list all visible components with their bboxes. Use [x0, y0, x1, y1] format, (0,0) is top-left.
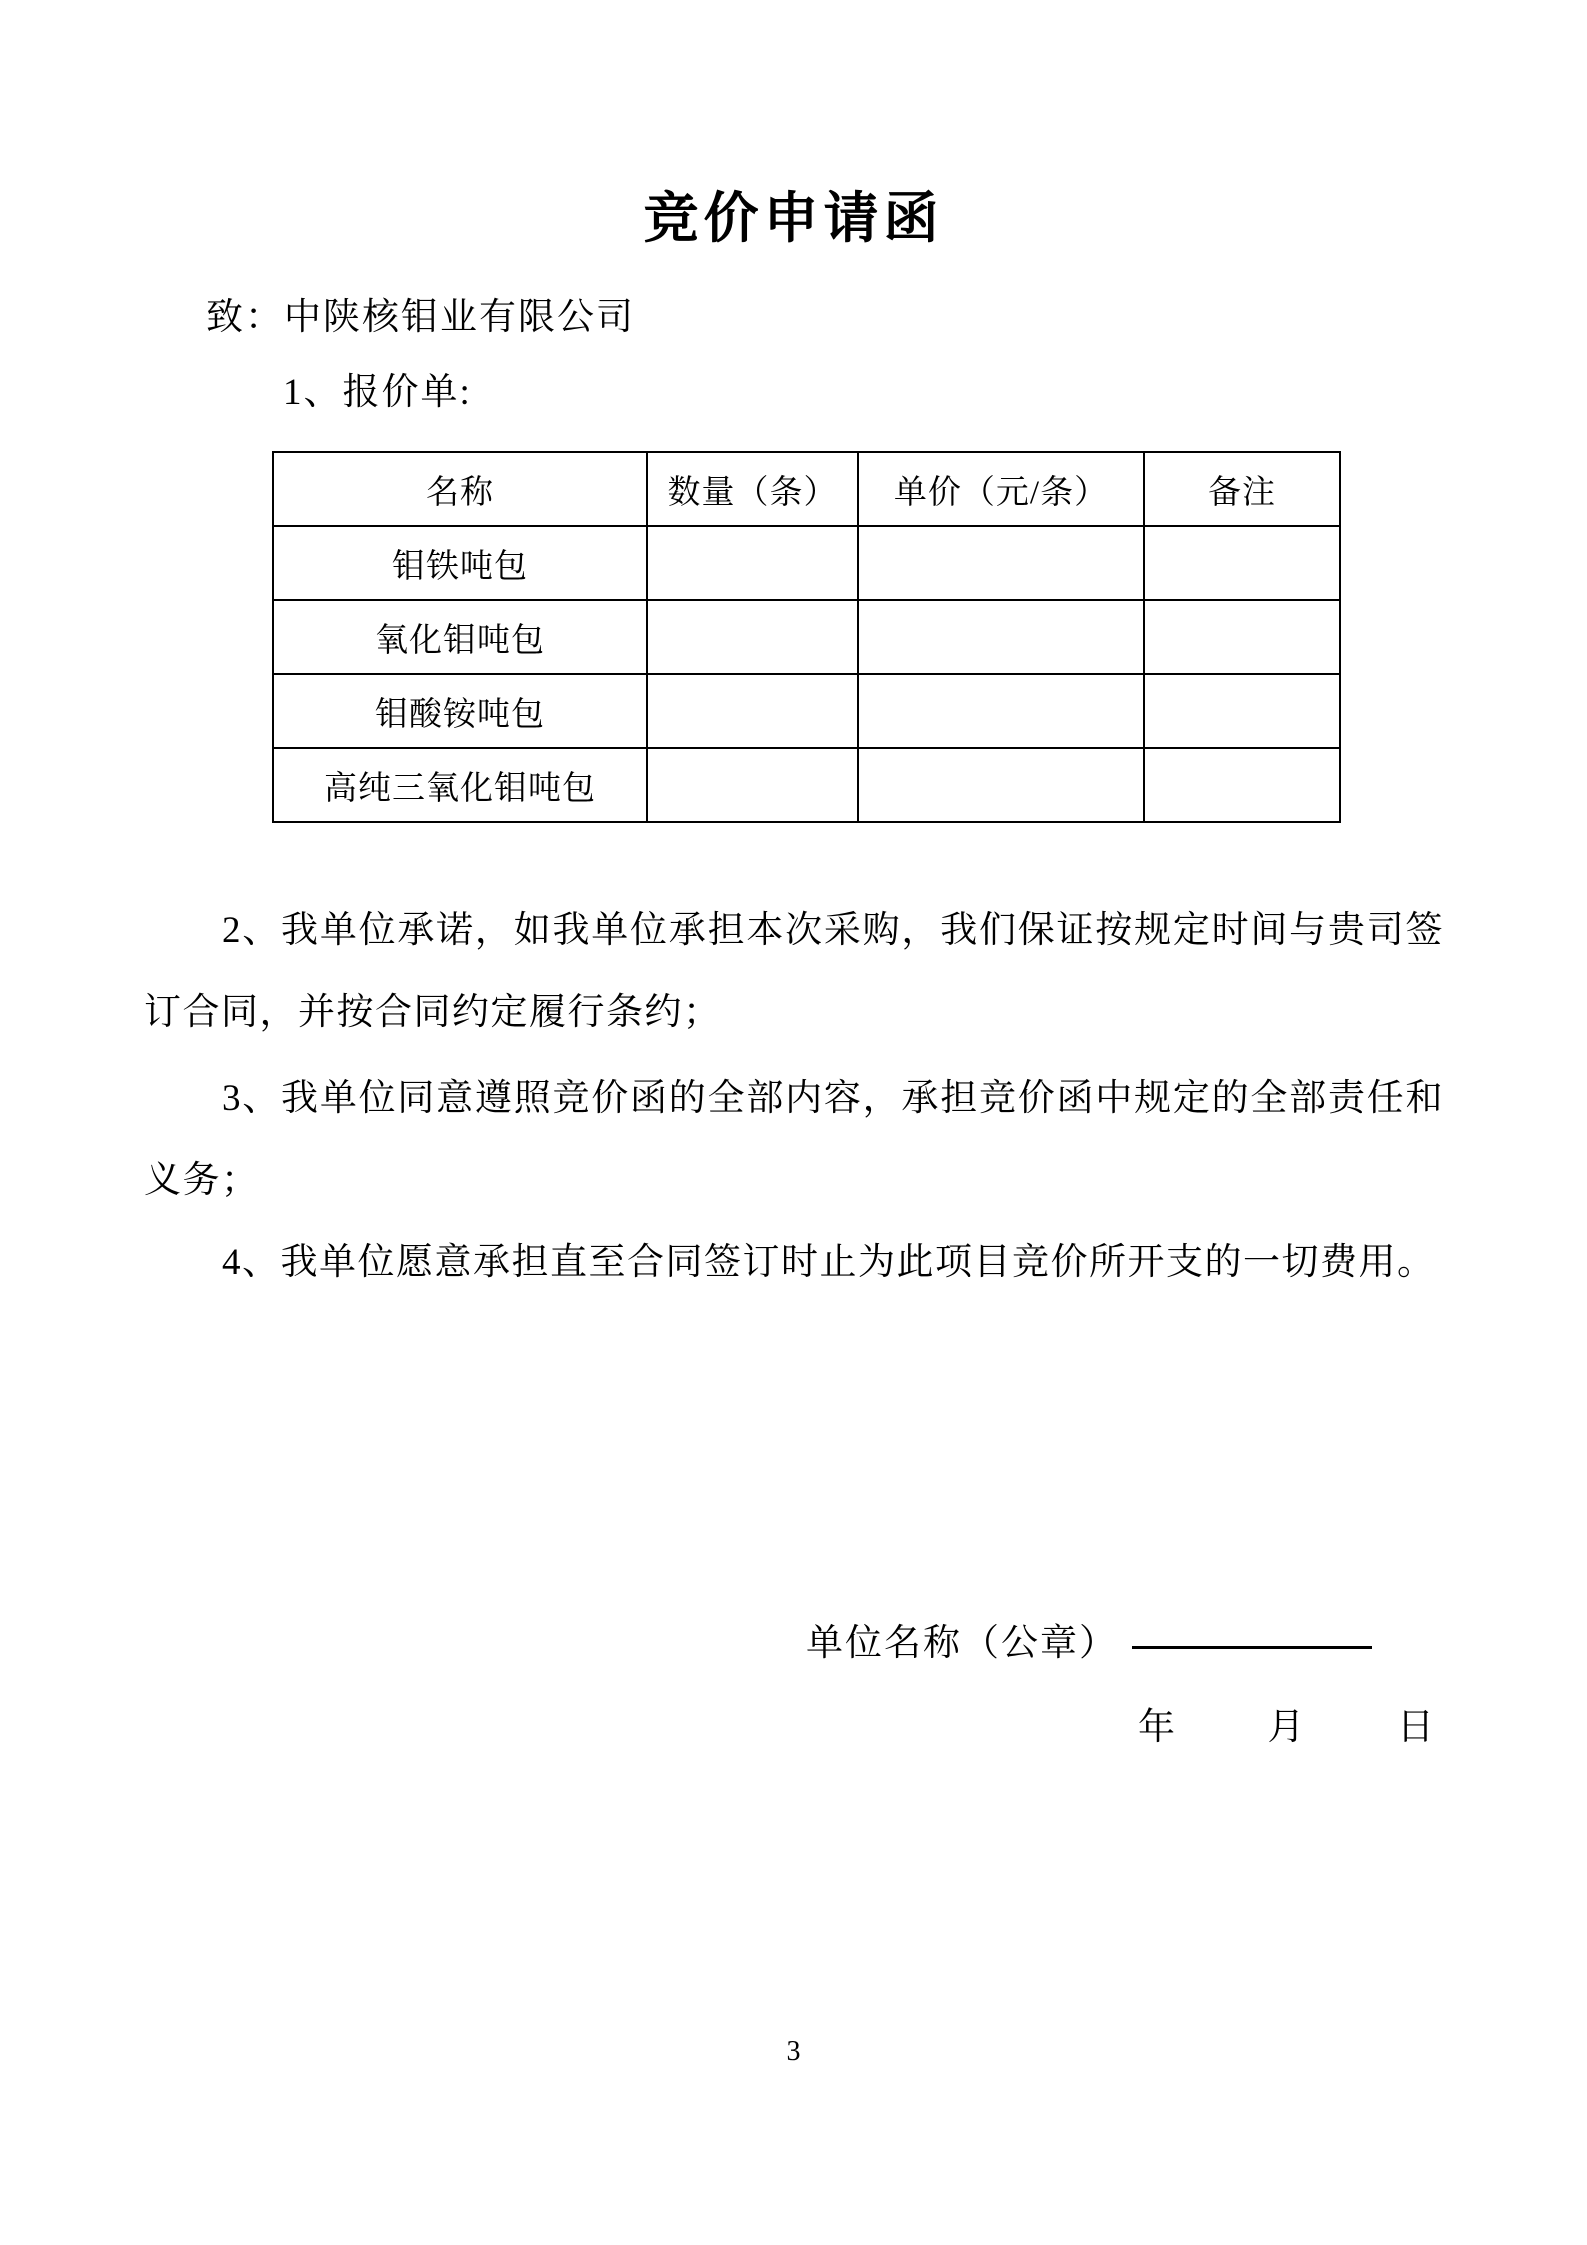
signature-block: [806, 1612, 1372, 1666]
page-title: 竞价申请函: [643, 188, 944, 249]
cell-unit-price[interactable]: [858, 674, 1144, 748]
cell-remark[interactable]: [1144, 674, 1340, 748]
table-row: [273, 600, 1340, 674]
quote-table: [272, 451, 1341, 823]
month-label: 月: [1267, 1707, 1305, 1748]
recipient-line: 致：中陕核钼业有限公司: [206, 297, 635, 338]
column-header-name: 名称: [273, 452, 647, 526]
cell-name: 高纯三氧化钼吨包: [273, 748, 647, 822]
year-label: 年: [1138, 1707, 1175, 1748]
day-label: 日: [1397, 1707, 1434, 1748]
cell-quantity[interactable]: [647, 526, 858, 600]
date-line: [1138, 1696, 1434, 1750]
column-header-quantity: 数量（条）: [647, 452, 858, 526]
cell-name: 氧化钼吨包: [273, 600, 647, 674]
table-header-row: [273, 452, 1340, 526]
cell-name: 钼铁吨包: [273, 526, 647, 600]
cell-remark[interactable]: [1144, 600, 1340, 674]
column-header-remark: 备注: [1144, 452, 1340, 526]
table-row: [273, 674, 1340, 748]
cell-unit-price[interactable]: [858, 526, 1144, 600]
clause-item-two: 2、我单位承诺，如我单位承担本次采购，我们保证按规定时间与贵司签订合同，并按合同约定履行条约；: [144, 910, 1444, 1033]
clause-item-four: 4、我单位愿意承担直至合同签订时止为此项目竞价所开支的一切费用。: [222, 1242, 1436, 1283]
clause-item-three: 3、我单位同意遵照竞价函的全部内容，承担竞价函中规定的全部责任和义务；: [144, 1078, 1444, 1201]
column-header-unit-price: 单价（元/条）: [858, 452, 1144, 526]
cell-remark[interactable]: [1144, 748, 1340, 822]
cell-name: 钼酸铵吨包: [273, 674, 647, 748]
cell-quantity[interactable]: [647, 748, 858, 822]
cell-unit-price[interactable]: [858, 748, 1144, 822]
item-one-label: 1、报价单:: [283, 372, 472, 413]
cell-unit-price[interactable]: [858, 600, 1144, 674]
cell-quantity[interactable]: [647, 600, 858, 674]
cell-remark[interactable]: [1144, 526, 1340, 600]
company-seal-input-rule[interactable]: [1132, 1646, 1372, 1649]
table-row: [273, 748, 1340, 822]
table-row: [273, 526, 1340, 600]
page-number: 3: [786, 2036, 801, 2067]
company-seal-label: 单位名称（公章）: [806, 1623, 1118, 1664]
cell-quantity[interactable]: [647, 674, 858, 748]
